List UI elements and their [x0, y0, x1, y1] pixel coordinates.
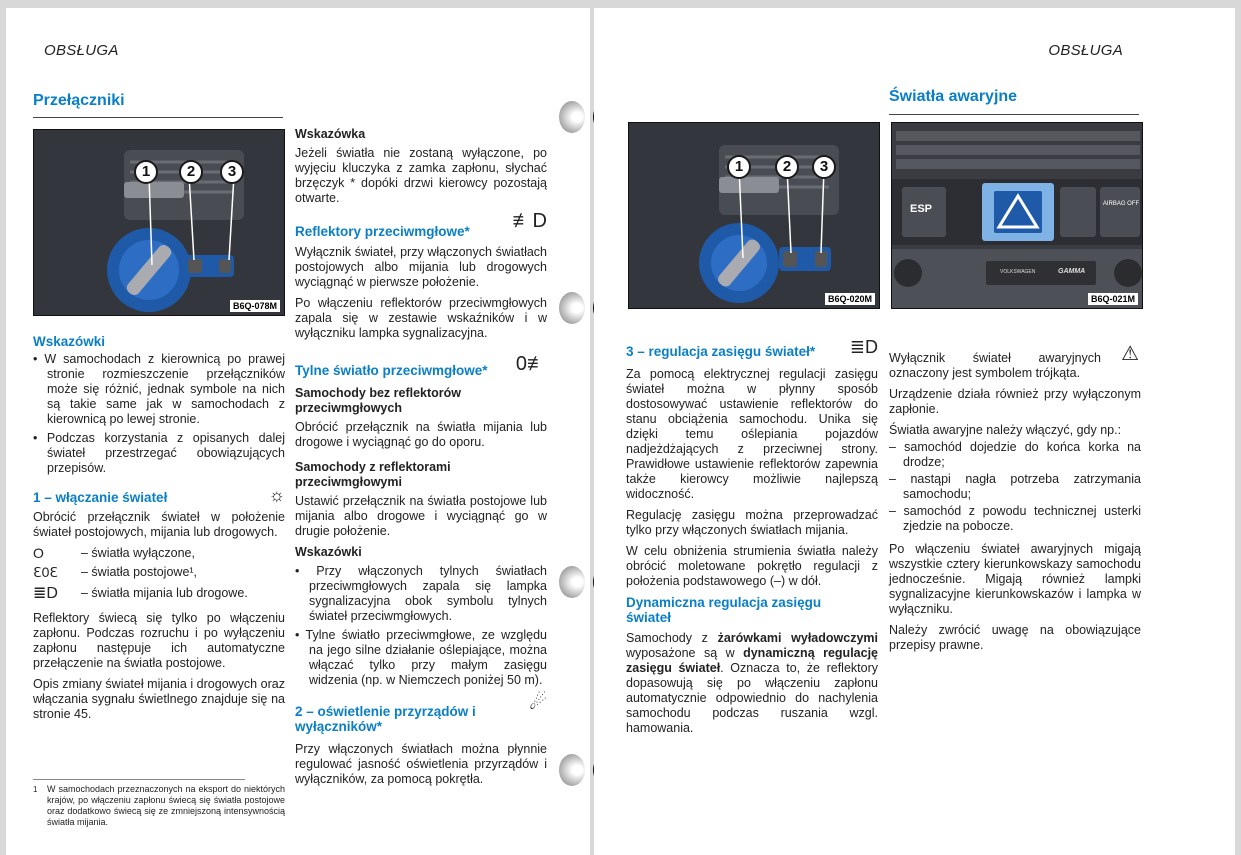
note-text: Jeżeli światła nie zostaną wyłączone, po wyjęciu kluczyka z zamka zapłonu, słychać brzęczyk * dopóki drzwi kierowcy pozostają otwarte. — [295, 146, 547, 205]
light-switch-photo — [33, 129, 285, 316]
section-3-paragraph-3: W celu obniżenia strumienia światła należy obrócić moletowane pokrętło regulacji z położenia podstawowego (–) w dół. — [626, 544, 878, 588]
title-rule — [889, 114, 1139, 115]
section-title-switches: Przełączniki — [33, 92, 125, 109]
hazard-paragraph-2: Urządzenie działa również przy wyłączonym zapłonie. — [889, 387, 1141, 416]
rear-fog-subheading-2: Samochody z reflektorami przeciwmgłowymi — [295, 460, 451, 489]
rear-tip-item: • Tylne światło przeciwmgłowe, ze względu na jego silne działanie oślepiające, można włączać tylko przy małym zasięgu widzenia (np. w Niemczech poniżej 50 m). — [295, 628, 547, 687]
light-switch-illustration — [34, 130, 285, 316]
callout-2: 2 — [179, 160, 203, 184]
fog-light-icon: ≢D — [512, 210, 547, 232]
hazard-paragraph-3: Światła awaryjne należy włączyć, gdy np.: — [889, 423, 1122, 437]
rear-fog-subheading-1: Samochody bez reflektorów przeciwmgłowych — [295, 386, 462, 415]
right-page-left-column — [626, 337, 878, 742]
callout-1: 1 — [134, 160, 158, 184]
rear-tips-heading: Wskazówki — [295, 545, 362, 559]
hazard-paragraph-5: Należy zwrócić uwagę na obowiązujące przepisy prawne. — [889, 623, 1141, 652]
symbol-row-headlights: ≣D – światła mijania lub drogowe. — [33, 585, 248, 602]
hazard-panel-illustration — [892, 123, 1143, 309]
left-page — [6, 8, 590, 855]
fog-lights-title: Reflektory przeciwmgłowe* — [295, 224, 470, 239]
hazard-list-item: – samochód dojedzie do końca korka na drodze; — [889, 440, 1141, 469]
photo-code: B6Q-021M — [1088, 293, 1138, 305]
parking-light-icon: ℇ0ℇ — [33, 564, 58, 580]
hazard-list-item: – nastąpi nagła potrzeba zatrzymania samochodu; — [889, 472, 1141, 501]
symbol-row-off: O – światła wyłączone, — [33, 545, 195, 561]
tip-item: • Podczas korzystania z opisanych dalej świateł przestrzegać obowiązujących przepisów. — [33, 431, 285, 475]
fog-lights-paragraph-2: Po włączeniu reflektorów przeciwmgłowych zapala się w zestawie wskaźników i w wyłączniku lampka sygnalizacyjna. — [295, 296, 547, 340]
off-icon: O — [33, 545, 44, 561]
callout-1: 1 — [727, 155, 751, 179]
note-heading: Wskazówka — [295, 127, 366, 141]
symbol-row-parking: ℇ0ℇ – światła postojowe¹, — [33, 564, 198, 580]
left-page-right-column — [295, 127, 547, 793]
section-3-title: 3 – regulacja zasięgu świateł* — [626, 344, 816, 359]
dynamic-range-text: Samochody z żarówkami wyładowczymi wyposażone są w dynamiczną regulację zasięgu świateł. Oznacza to, że reflektory dopasowują się po włączeniu zapłonu automatycznie odpowiednio do nachylenia samochodu podczas ruszania wzgl. hamowania. — [626, 631, 878, 735]
right-page — [594, 8, 1235, 855]
hazard-list-item: – samochód z powodu technicznej usterki zjedzie na pobocze. — [889, 504, 1141, 533]
hazard-triangle-icon: ⚠ — [1121, 343, 1139, 365]
headlight-range-photo — [628, 122, 880, 309]
rear-fog-subtext-1: Obrócić przełącznik na światła mijania lub drogowe i wyciągnąć go do oporu. — [295, 420, 547, 449]
headlight-range-icon: ≣D — [849, 337, 878, 357]
headlight-range-illustration — [629, 123, 880, 309]
dashboard-light-icon: ☄ — [529, 692, 547, 714]
rear-tip-item: • Przy włączonych tylnych światłach przeciwmgłowych zapala się lampka sygnalizacyjna obok symbolu tylnych świateł przeciwmgłowych. — [295, 564, 547, 623]
running-head-right: OBSŁUGA — [1048, 42, 1123, 59]
section-title-hazard: Światła awaryjne — [889, 88, 1018, 105]
radio-model-label: GAMMA — [1058, 268, 1086, 275]
section-3-paragraph-2: Regulację zasięgu można przeprowadzać tylko przy włączonych światłach mijania. — [626, 508, 878, 537]
section-1-text: Obrócić przełącznik świateł w położenie świateł postojowych, mijania lub drogowych. — [33, 510, 285, 539]
airbag-off-label: AIRBAG OFF — [1102, 201, 1140, 207]
callout-3: 3 — [812, 155, 836, 179]
title-rule — [33, 117, 283, 118]
footnote-rule — [33, 779, 245, 780]
photo-code: B6Q-020M — [825, 293, 875, 305]
callout-2: 2 — [775, 155, 799, 179]
tips-heading: Wskazówki — [33, 334, 106, 349]
rear-fog-light-icon: 0≢ — [515, 353, 547, 375]
section-1-paragraph-3: Opis zmiany świateł mijania i drogowych oraz włączania sygnału świetlnego znajduje się na stronie 45. — [33, 677, 285, 721]
section-1-title: 1 – włączanie świateł — [33, 490, 168, 505]
sun-icon: ☼ — [268, 485, 285, 505]
section-2-title: 2 – oświetlenie przyrządów i wyłączników* — [295, 704, 476, 734]
hazard-paragraph-4: Po włączeniu świateł awaryjnych migają wszystkie cztery kierunkowskazy samochodu jednocześnie. Migają również lampki sygnalizacyjne kierunkowskazów i lampka w wyłączniku. — [889, 542, 1141, 616]
fog-lights-paragraph-1: Wyłącznik świateł, przy włączonych światłach postojowych albo mijania lub drogowych wyciągnąć w pierwsze położenie. — [295, 245, 547, 289]
dynamic-range-title: Dynamiczna regulacja zasięgu świateł — [626, 595, 822, 625]
rear-fog-title: Tylne światło przeciwmgłowe* — [295, 363, 488, 378]
callout-3: 3 — [220, 160, 244, 184]
headlight-icon: ≣D — [33, 585, 58, 602]
hazard-paragraph-1: Wyłącznik świateł awaryjnych oznaczony jest symbolem trójkąta. — [889, 351, 1101, 380]
running-head-left: OBSŁUGA — [44, 42, 119, 59]
tip-item: • W samochodach z kierownicą po prawej stronie rozmieszczenie przełączników może się różnić, jednak symbole na nich są takie same jak w samochodach z kierownicą po lewej stronie. — [33, 352, 285, 426]
section-2-text: Przy włączonych światłach można płynnie regulować jasność oświetlenia przyrządów i wyłączników, za pomocą pokrętła. — [295, 742, 547, 786]
section-1-paragraph-2: Reflektory świecą się tylko po włączeniu zapłonu. Podczas rozruchu i po wyłączeniu zapłonu następuje ich automatyczne przełączenie na światła postojowe. — [33, 611, 285, 670]
radio-brand-label: VOLKSWAGEN — [1000, 269, 1036, 275]
footnote: 1 W samochodach przeznaczonych na eksport do niektórych krajów, po włączeniu zapłonu świecą się światła postojowe oraz dodatkowo świecą się ze zmniejszoną intensywnością światła mijania. — [33, 784, 285, 827]
right-page-right-column — [889, 343, 1141, 659]
section-3-paragraph-1: Za pomocą elektrycznej regulacji zasięgu świateł można w płynny sposób dostosowywać ustawienie reflektorów do stanu obciążenia samochodu. Unika się dzięki temu oślepiania pojazdów nadjeżdżających z przeciwnej strony. Prawidłowe ustawienie reflektorów zapewnia także kierowcy możliwie najlepszą widoczność. — [626, 367, 878, 501]
esp-button-label: ESP — [910, 203, 933, 215]
hazard-switch-photo — [891, 122, 1143, 309]
left-column — [33, 334, 285, 728]
photo-code: B6Q-078M — [230, 300, 280, 312]
rear-fog-subtext-2: Ustawić przełącznik na światła postojowe lub mijania albo drogowe i wyciągnąć go w drugie położenie. — [295, 494, 547, 538]
